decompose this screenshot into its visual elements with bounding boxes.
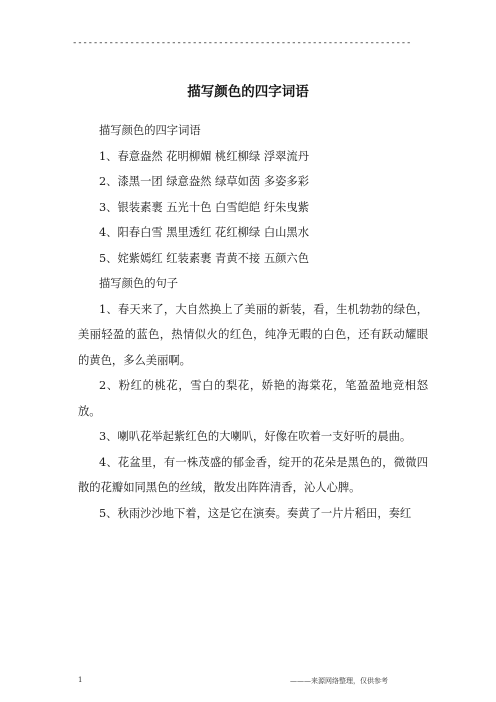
sentence-item: 1、春天来了，大自然换上了美丽的新装，看，生机勃勃的绿色，美丽轻盈的蓝色，热情似火的红色，纯净无暇的白色，还有跃动耀眼的黄色，多么美丽啊。 [78, 302, 428, 367]
section-heading-sentences: 描写颜色的句子 [99, 277, 179, 290]
footer-source-note: ———来源网络整理，仅供参考 [290, 677, 388, 685]
document-title: 描写颜色的四字词语 [187, 84, 309, 100]
word-list-item: 4、阳春白雪 黑里透红 花红柳绿 白山黑水 [99, 226, 310, 239]
page-number: 1 [78, 676, 83, 684]
sentence-item: 4、花盆里，有一株茂盛的郁金香，绽开的花朵是黑色的，微微四散的花瓣如同黑色的丝绒，散发出阵阵清香，沁人心脾。 [78, 455, 428, 494]
word-list-item: 3、银装素裹 五光十色 白雪皑皑 纡朱曳紫 [99, 200, 310, 214]
sentence-item: 5、秋雨沙沙地下着，这是它在演奏。奏黄了一片片稻田，奏红 [99, 506, 412, 520]
section-heading-words: 描写颜色的四字词语 [99, 124, 201, 137]
word-list-item: 5、姹紫嫣红 红装素裹 青黄不接 五颜六色 [99, 251, 310, 265]
word-list-item: 1、春意盎然 花明柳媚 桃红柳绿 浮翠流丹 [99, 149, 310, 163]
word-list-item: 2、漆黑一团 绿意盎然 绿草如茵 多姿多彩 [99, 175, 310, 188]
sentence-item: 3、喇叭花举起紫红色的大喇叭，好像在吹着一支好听的晨曲。 [99, 430, 412, 443]
header-dashed-rule: ----------------------------------------------------------------- [72, 38, 412, 48]
document-body [78, 118, 428, 526]
sentence-item: 2、粉红的桃花，雪白的梨花，娇艳的海棠花，笔盈盈地竞相怒放。 [78, 379, 428, 418]
